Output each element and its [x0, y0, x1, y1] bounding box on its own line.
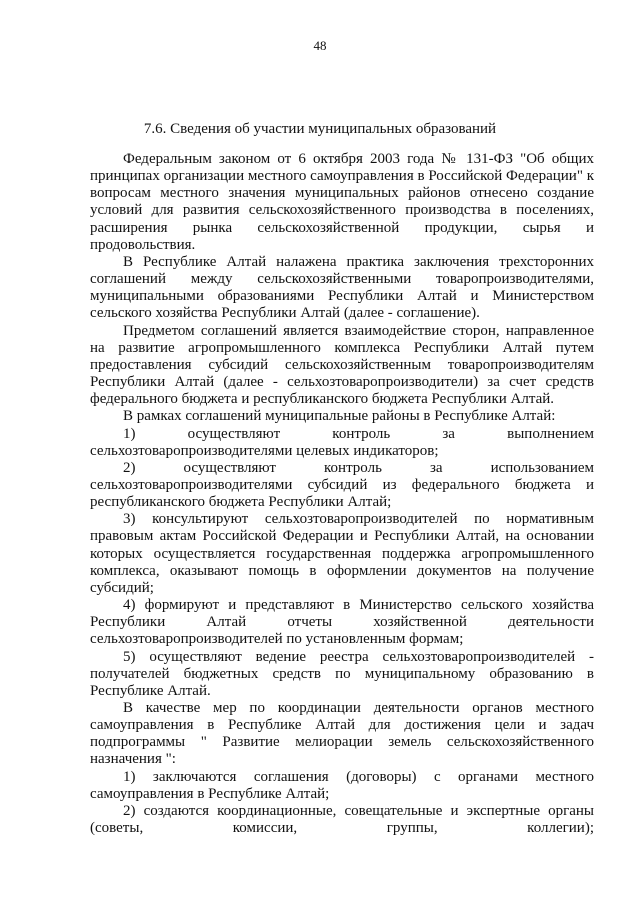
paragraph: В Республике Алтай налажена практика заключения трехсторонних соглашений между сельскохозяйственными товаропроизводителями, муниципальными образованиями Республики Алтай и Министерством сельского хозяйства Республики Алтай (далее - соглашение).	[90, 253, 594, 322]
paragraph: В качестве мер по координации деятельности органов местного самоуправления в Республике Алтай для достижения цели и задач подпрограммы " Развитие мелиорации земель сельскохозяйственного назначения ":	[90, 700, 594, 768]
section-heading: 7.6. Сведения об участии муниципальных образований	[143, 121, 497, 137]
list-item: 5) осуществляют ведение реестра сельхозтоваропроизводителей - получателей бюджетных средств по муниципальному образованию в Республике Алтай.	[90, 648, 594, 699]
paragraph: В рамках соглашений муниципальные районы в Республике Алтай:	[123, 408, 556, 425]
paragraph: Предметом соглашений является взаимодействие сторон, направленное на развитие агропромышленного комплекса Республики Алтай путем предоставления субсидий сельскохозяйственным товаропроизводителям Республики Алтай (далее - сельхозтоваропроизводители) за счет средств федерального бюджета и республиканского бюджета Республики Алтай.	[90, 322, 594, 408]
list-item: 1) осуществляют контроль за выполнением сельхозтоваропроизводителями целевых индикаторов;	[90, 425, 594, 459]
list-item: 3) консультируют сельхозтоваропроизводителей по нормативным правовым актам Российской Федерации и Республики Алтай, на основании которых осуществляется государственная поддержка агропромышленного комплекса, оказывают помощь в оформлении документов на получение субсидий;	[90, 511, 594, 596]
list-item: 4) формируют и представляют в Министерство сельского хозяйства Республики Алтай отчеты хозяйственной деятельности сельхозтоваропроизводителей по установленным формам;	[90, 597, 594, 648]
list-item: 2) осуществляют контроль за использованием сельхозтоваропроизводителями субсидий из федерального бюджета и республиканского бюджета Республики Алтай;	[90, 459, 594, 511]
paragraph: Федеральным законом от 6 октября 2003 года № 131-ФЗ "Об общих принципах организации местного самоуправления в Российской Федерации" к вопросам местного значения муниципальных районов отнесено создание условий для развития сельскохозяйственного производства в поселениях, расширения рынка сельскохозяйственной продукции, сырья и продовольствия.	[90, 151, 594, 253]
list-item: 1) заключаются соглашения (договоры) с органами местного самоуправления в Республике Алтай;	[90, 768, 594, 802]
body-text	[90, 151, 594, 837]
list-item: 2) создаются координационные, совещательные и экспертные органы (советы, комиссии, группы, коллегии);	[90, 802, 594, 837]
page-number: 48	[313, 38, 327, 53]
